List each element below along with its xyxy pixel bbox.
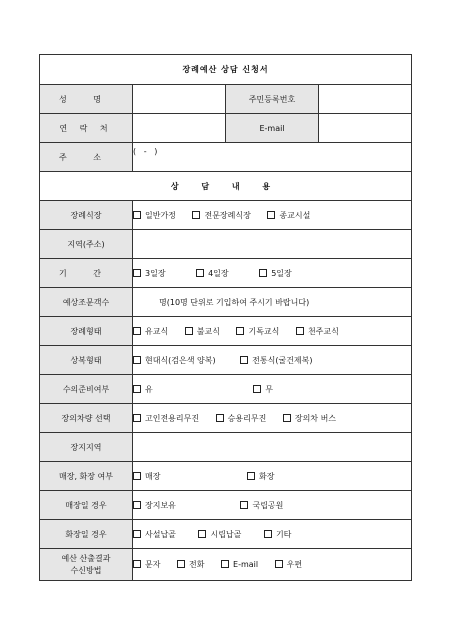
shroud-options: [133, 375, 412, 404]
checkbox-icon[interactable]: [133, 327, 141, 335]
option-mail[interactable]: 우편: [275, 559, 302, 570]
contact-label: 연 락 처: [40, 114, 133, 143]
checkbox-icon[interactable]: [247, 472, 255, 480]
period-option-4day[interactable]: 4일장: [196, 268, 229, 279]
address-label: 주 소: [40, 143, 133, 172]
checkbox-icon[interactable]: [133, 269, 141, 277]
option-own-cemetery[interactable]: 장지보유: [133, 500, 176, 511]
checkbox-icon[interactable]: [133, 530, 141, 538]
burial-region-label: 장지지역: [40, 433, 133, 462]
ceremony-label: 장례형태: [40, 317, 133, 346]
postal-code-format: ( - ): [133, 146, 158, 156]
application-form: [39, 54, 412, 581]
vehicle-options: [133, 404, 412, 433]
vehicle-label: 장의차량 선택: [40, 404, 133, 433]
checkbox-icon[interactable]: [133, 356, 141, 364]
burial-or-cremation-label: 매장, 화장 여부: [40, 462, 133, 491]
email-label: E-mail: [226, 114, 319, 143]
ceremony-option-protestant[interactable]: 기독교식: [236, 326, 279, 337]
vehicle-option-limo[interactable]: 승용리무진: [216, 413, 267, 424]
ceremony-option-buddhist[interactable]: 불교식: [185, 326, 220, 337]
option-municipal-columbarium[interactable]: 시립납골: [198, 529, 241, 540]
checkbox-icon[interactable]: [216, 414, 224, 422]
name-field[interactable]: [133, 85, 226, 114]
period-option-5day[interactable]: 5일장: [259, 268, 292, 279]
checkbox-icon[interactable]: [259, 269, 267, 277]
checkbox-icon[interactable]: [236, 327, 244, 335]
guests-field[interactable]: [133, 288, 412, 317]
venue-options: [133, 201, 412, 230]
option-email[interactable]: E-mail: [221, 560, 258, 569]
option-sms[interactable]: 문자: [133, 559, 160, 570]
checkbox-icon[interactable]: [133, 385, 141, 393]
option-phone[interactable]: 전화: [177, 559, 204, 570]
guests-note: 명(10명 단위로 기입하여 주시기 바랍니다): [159, 297, 310, 307]
checkbox-icon[interactable]: [240, 356, 248, 364]
checkbox-icon[interactable]: [192, 211, 200, 219]
option-cremation[interactable]: 화장: [247, 471, 274, 482]
period-label: 기 간: [40, 259, 133, 288]
checkbox-icon[interactable]: [185, 327, 193, 335]
checkbox-icon[interactable]: [177, 560, 185, 568]
guests-label: 예상조문객수: [40, 288, 133, 317]
venue-option-funeral-hall[interactable]: 전문장례식장: [192, 210, 250, 221]
resident-number-field[interactable]: [319, 85, 412, 114]
mourning-option-modern[interactable]: 현대식(검은색 양복): [133, 355, 216, 366]
cremation-case-label: 화장일 경우: [40, 520, 133, 549]
name-label: 성 명: [40, 85, 133, 114]
option-burial[interactable]: 매장: [133, 471, 160, 482]
checkbox-icon[interactable]: [133, 211, 141, 219]
burial-region-field[interactable]: [133, 433, 412, 462]
checkbox-icon[interactable]: [133, 472, 141, 480]
email-field[interactable]: [319, 114, 412, 143]
period-option-3day[interactable]: 3일장: [133, 268, 166, 279]
vehicle-option-bus[interactable]: 장의차 버스: [283, 413, 336, 424]
checkbox-icon[interactable]: [296, 327, 304, 335]
checkbox-icon[interactable]: [240, 501, 248, 509]
checkbox-icon[interactable]: [198, 530, 206, 538]
cremation-case-options: [133, 520, 412, 549]
mourning-label: 상복형태: [40, 346, 133, 375]
ceremony-options: [133, 317, 412, 346]
checkbox-icon[interactable]: [221, 560, 229, 568]
address-field[interactable]: [133, 143, 412, 172]
venue-option-religious[interactable]: 종교시설: [267, 210, 310, 221]
vehicle-option-private-limo[interactable]: 고인전용리무진: [133, 413, 199, 424]
mourning-option-traditional[interactable]: 전통식(굴건제복): [240, 355, 312, 366]
result-method-label: 예산 산출결과 수신방법: [40, 549, 133, 581]
shroud-option-no[interactable]: 무: [253, 384, 273, 395]
shroud-label: 수의준비여부: [40, 375, 133, 404]
ceremony-option-catholic[interactable]: 천주교식: [296, 326, 339, 337]
contact-field[interactable]: [133, 114, 226, 143]
option-private-columbarium[interactable]: 사설납골: [133, 529, 176, 540]
checkbox-icon[interactable]: [264, 530, 272, 538]
venue-label: 장례식장: [40, 201, 133, 230]
option-national-cemetery[interactable]: 국립공원: [240, 500, 283, 511]
region-field[interactable]: [133, 230, 412, 259]
burial-case-options: [133, 491, 412, 520]
burial-or-cremation-options: [133, 462, 412, 491]
checkbox-icon[interactable]: [133, 560, 141, 568]
checkbox-icon[interactable]: [283, 414, 291, 422]
checkbox-icon[interactable]: [253, 385, 261, 393]
venue-option-home[interactable]: 일반가정: [133, 210, 176, 221]
period-options: [133, 259, 412, 288]
option-other[interactable]: 기타: [264, 529, 291, 540]
resident-number-label: 주민등록번호: [226, 85, 319, 114]
checkbox-icon[interactable]: [133, 414, 141, 422]
mourning-options: [133, 346, 412, 375]
checkbox-icon[interactable]: [267, 211, 275, 219]
section-title: 상 담 내 용: [40, 172, 412, 201]
checkbox-icon[interactable]: [133, 501, 141, 509]
burial-case-label: 매장일 경우: [40, 491, 133, 520]
ceremony-option-confucian[interactable]: 유교식: [133, 326, 168, 337]
result-method-options: [133, 549, 412, 581]
region-label: 지역(주소): [40, 230, 133, 259]
form-title: 장례예산 상담 신청서: [40, 55, 412, 85]
checkbox-icon[interactable]: [196, 269, 204, 277]
shroud-option-yes[interactable]: 유: [133, 384, 153, 395]
checkbox-icon[interactable]: [275, 560, 283, 568]
